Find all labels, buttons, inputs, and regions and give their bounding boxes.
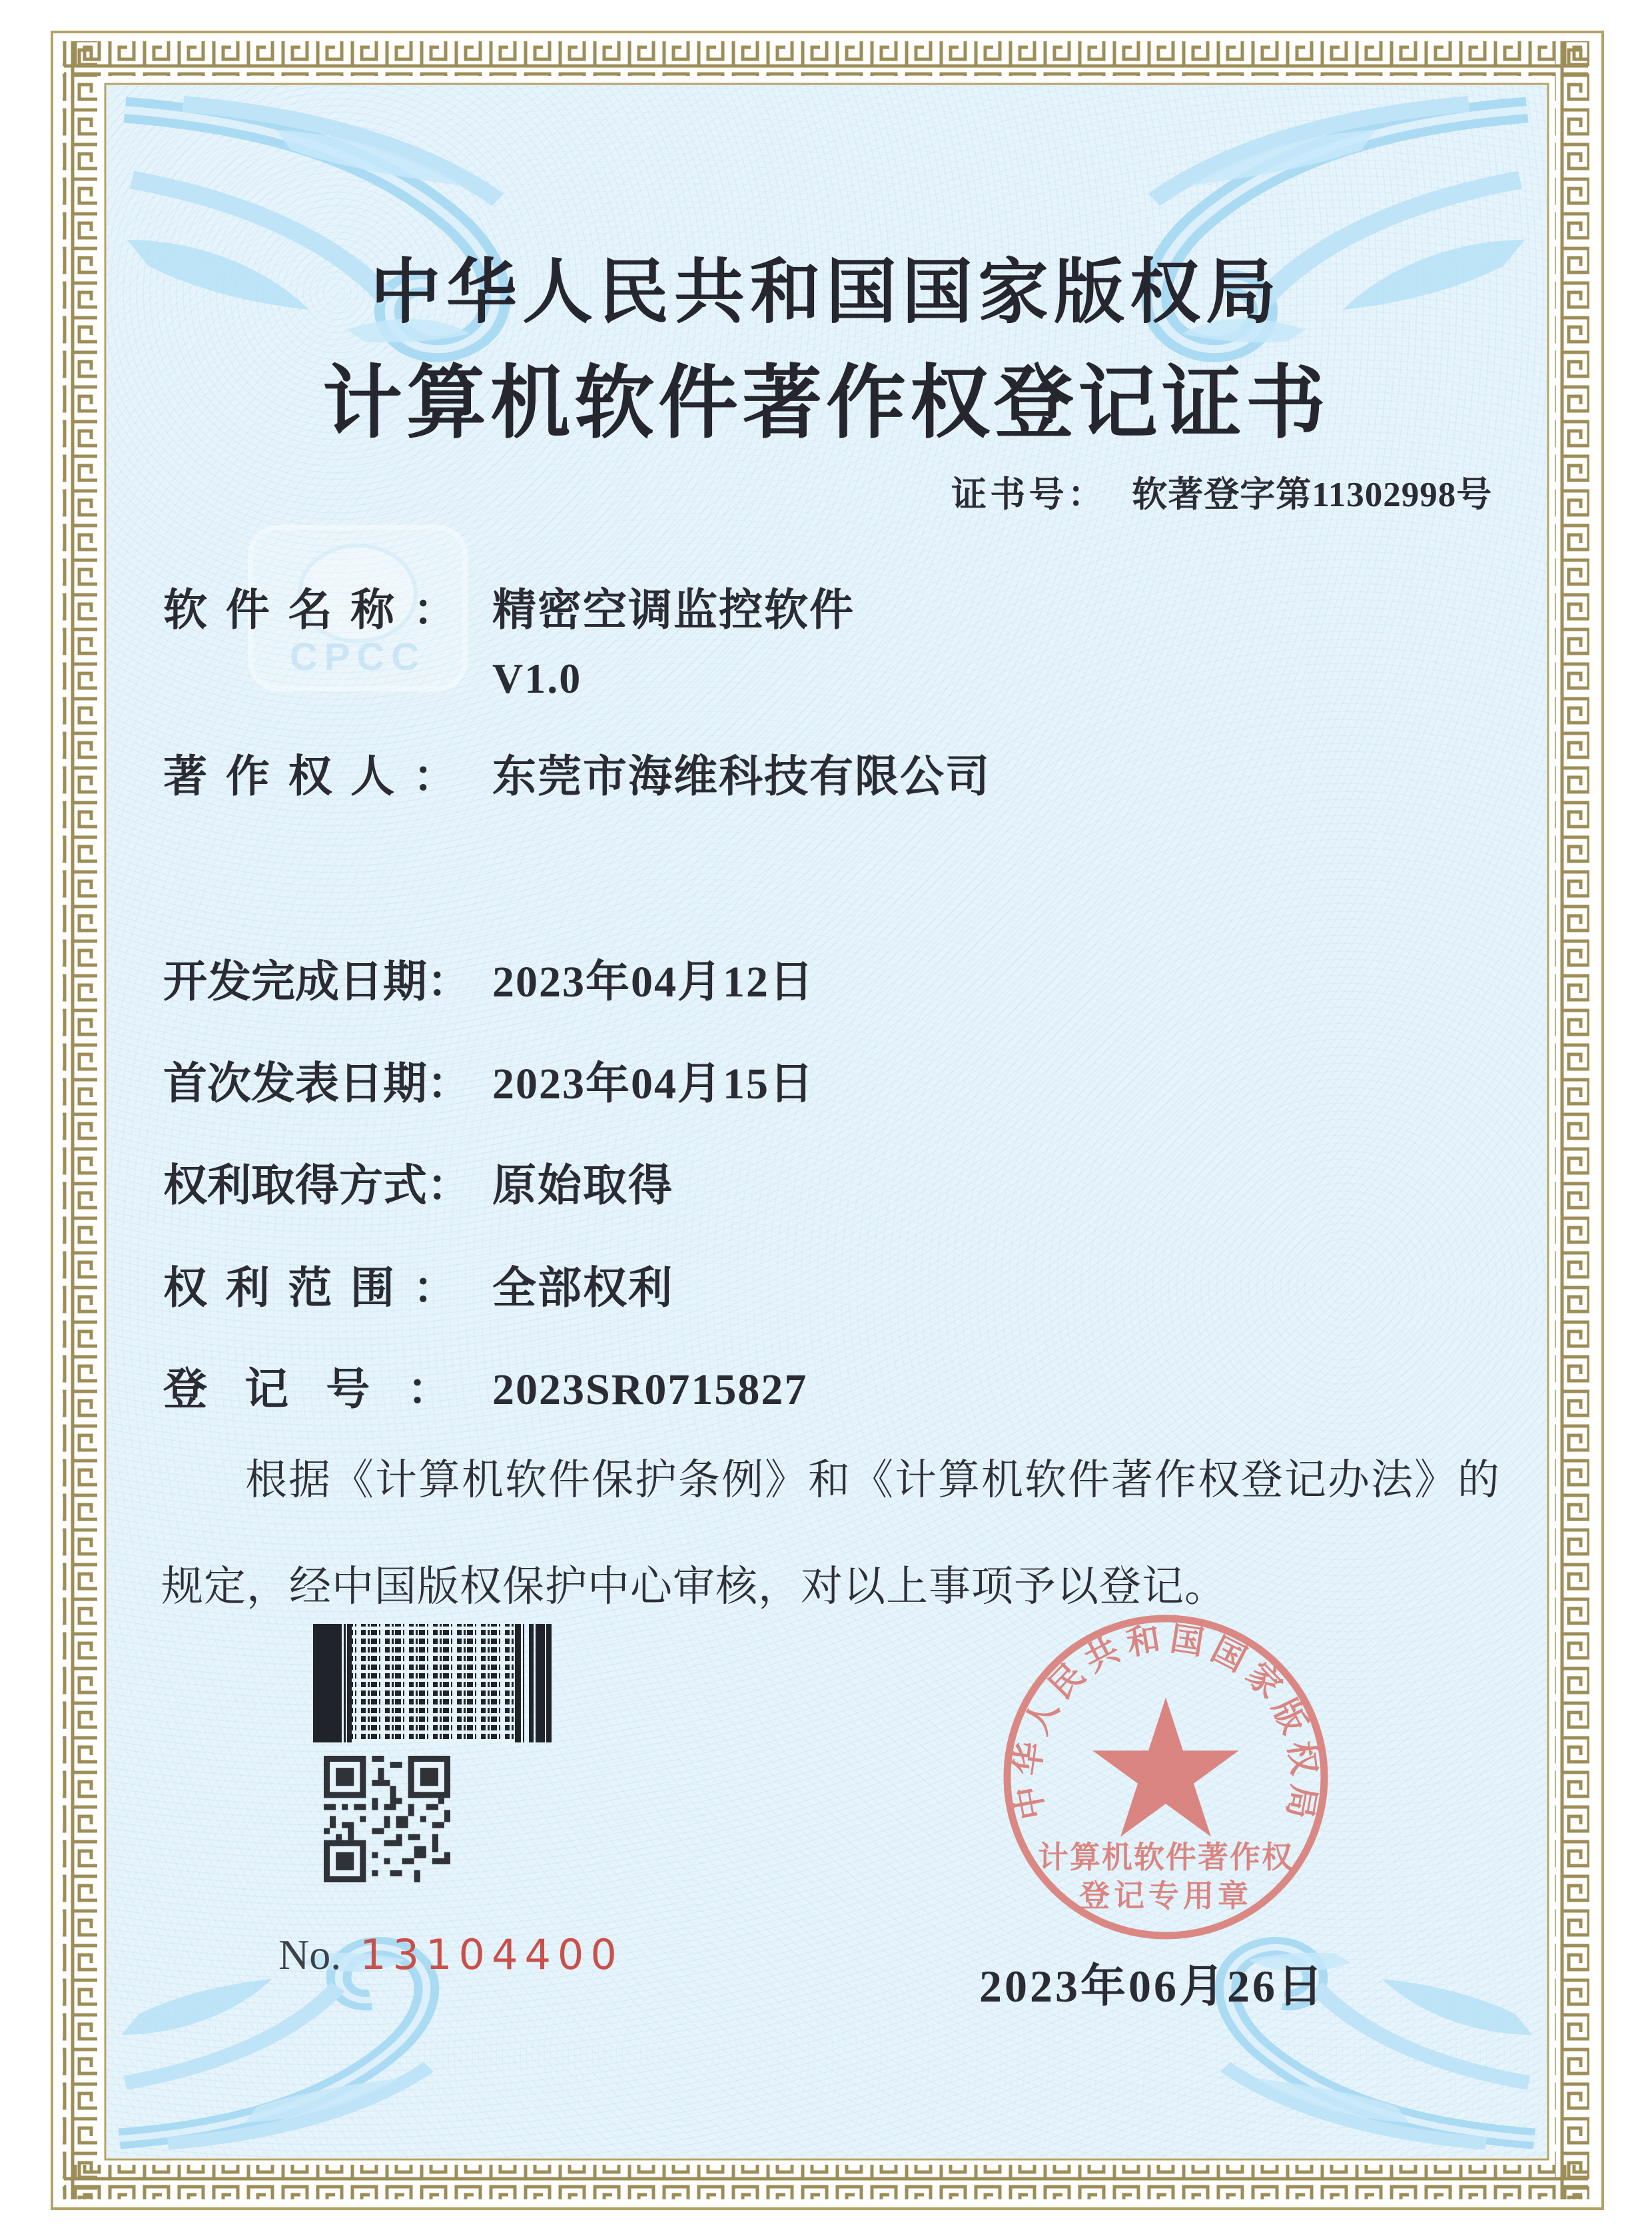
registration-statement: 根据《计算机软件保护条例》和《计算机软件著作权登记办法》的规定，经中国版权保护中心审核，对以上事项予以登记。	[161, 1457, 1500, 1610]
certificate-number-label: 证书号：	[951, 476, 1107, 514]
serial-number-line	[278, 1930, 623, 1980]
field-label: 首次发表日期：	[163, 1060, 471, 1108]
serial-number-label: No.	[278, 1931, 342, 1978]
official-seal	[998, 1609, 1334, 1945]
certificate-number-value: 软著登字第11302998号	[1132, 476, 1493, 514]
field-label: 权利取得方式：	[163, 1162, 471, 1210]
certificate-number-line	[951, 466, 1492, 517]
field-row-copyright-owner	[163, 741, 991, 804]
seal-star	[1092, 1698, 1239, 1837]
field-value: 2023SR0715827	[492, 1365, 808, 1414]
meander-band-bottom	[64, 2165, 1588, 2199]
meander-band-top	[64, 41, 1588, 76]
field-label: 软件名称：	[163, 586, 476, 635]
certificate-title: 计算机软件著作权登记证书	[322, 359, 1330, 448]
field-label: 权利范围：	[163, 1264, 476, 1313]
field-value: 2023年04月15日	[492, 1060, 815, 1108]
issue-date: 2023年06月26日	[979, 1961, 1326, 2012]
field-value: 原始取得	[492, 1162, 673, 1210]
barcode	[313, 1624, 552, 1742]
field-value: 精密空调监控软件	[492, 586, 855, 635]
software-version: V1.0	[492, 655, 582, 702]
field-row-registration-number	[163, 1353, 807, 1417]
field-label: 著作权人：	[163, 753, 476, 801]
field-value: 2023年04月12日	[492, 958, 815, 1006]
seal-caption-line2: 登记专用章	[1079, 1879, 1252, 1913]
field-row-rights-scope	[163, 1252, 673, 1315]
field-label: 登记号：	[163, 1365, 489, 1414]
cpcc-watermark-text: CPCC	[289, 635, 426, 679]
field-label: 开发完成日期：	[163, 958, 471, 1006]
issuing-authority-title: 中华人民共和国国家版权局	[370, 254, 1282, 332]
field-row-rights-acquisition	[163, 1150, 673, 1213]
seal-ring-text: 中华人民共和国国家版权局	[1008, 1619, 1324, 1823]
serial-number-value: 13104400	[360, 1930, 623, 1979]
field-value: 全部权利	[492, 1264, 673, 1313]
field-row-dev-complete-date	[163, 946, 815, 1009]
field-row-software-name	[163, 574, 855, 637]
field-value: 东莞市海维科技有限公司	[492, 753, 991, 801]
seal-caption-line1: 计算机软件著作权	[1038, 1840, 1294, 1874]
qr-code	[324, 1756, 450, 1882]
field-row-first-publish-date	[163, 1048, 815, 1111]
